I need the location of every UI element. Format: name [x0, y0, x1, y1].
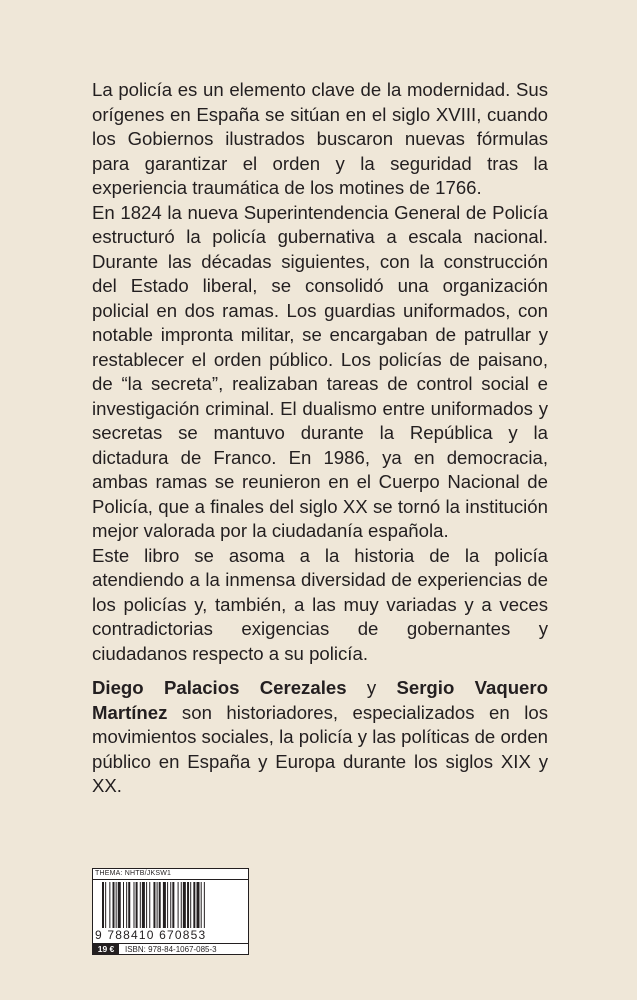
author-connector: y [346, 677, 397, 698]
barcode-bar [201, 882, 202, 928]
barcode-bar [159, 882, 161, 928]
paragraph-book-summary: Este libro se asoma a la historia de la policía atendiendo a la inmensa diversidad de experiencias de los policías y, también, a las muy variadas y a veces contradictorias exigencias de gobernantes y ciudadanos respecto a su policía. [92, 544, 548, 664]
barcode-bar [116, 882, 117, 928]
barcode-bar [123, 882, 124, 928]
barcode-bar [140, 882, 141, 928]
barcode-bar [102, 882, 104, 928]
author-2-name: Sergio Vaquero Martínez [92, 677, 548, 723]
barcode-bar [204, 882, 205, 928]
thema-divider [93, 879, 248, 880]
barcode-bar [178, 882, 179, 928]
barcode-bar [142, 882, 145, 928]
barcode-bar [146, 882, 147, 928]
paragraph-history: En 1824 la nueva Superintendencia General de Policía estructuró la policía gubernativa a escala nacional. Durante las décadas siguientes, con la construcción del Estado liberal, se consolidó una organización policial en dos ramas. Los guardias uniformados, con notable impronta militar, se encargaban de patrullar y restablecer el orden público. Los policías de paisano, de “la secreta”, realizaban tareas de control social e investigación criminal. El dualismo entre uniformados y secretas se mantuvo durante la República y la dictadura de Franco. En 1986, ya en democracia, ambas ramas se reunieron en el Cuerpo Nacional de Policía, que a finales del siglo XX se tornó la institución mejor valorada por la ciudadanía española. [92, 201, 548, 541]
authors-bio-text: son historiadores, especializados en los movimientos sociales, la policía y las políticas de orden público en España y Europa durante los siglos XIX y XX. [92, 701, 548, 796]
barcode-digits: 9 788410 670853 [95, 928, 207, 942]
barcode-bar [109, 882, 110, 928]
barcode-bar [193, 882, 195, 928]
barcode-icon [101, 882, 241, 928]
price-row [93, 943, 248, 955]
barcode-bar [157, 882, 158, 928]
back-cover-text [92, 78, 548, 799]
barcode-bar [128, 882, 130, 928]
barcode-bar [187, 882, 189, 928]
barcode-bar [170, 882, 171, 928]
price-label: 19 € [93, 944, 119, 955]
barcode-panel [92, 868, 249, 955]
barcode-bar [153, 882, 155, 928]
barcode-bar [126, 882, 127, 928]
barcode-bar [172, 882, 174, 928]
barcode-bar [134, 882, 135, 928]
author-1-name: Diego Palacios Cerezales [92, 677, 347, 698]
barcode-bar [167, 882, 168, 928]
barcode-bar [118, 882, 121, 928]
paragraph-origins: La policía es un elemento clave de la modernidad. Sus orígenes en España se sitúan en el siglo XVIII, cuando los Gobiernos ilustrados buscaron nuevas fórmulas para garantizar el orden y la seguridad tras la experiencia traumática de los motines de 1766. [92, 79, 548, 198]
barcode-bar [149, 882, 150, 928]
isbn-label: ISBN: 978-84-1067-085-3 [125, 945, 217, 954]
barcode-bar [105, 882, 106, 928]
barcode-bar [190, 882, 191, 928]
barcode-bar [181, 882, 182, 928]
barcode-bar [136, 882, 138, 928]
barcode-bar [163, 882, 166, 928]
barcode-bar [183, 882, 186, 928]
authors-bio [92, 676, 548, 799]
barcode-bar [113, 882, 115, 928]
barcode-bar [197, 882, 200, 928]
thema-code: THEMA: NHTB/JKSW1 [95, 870, 172, 877]
